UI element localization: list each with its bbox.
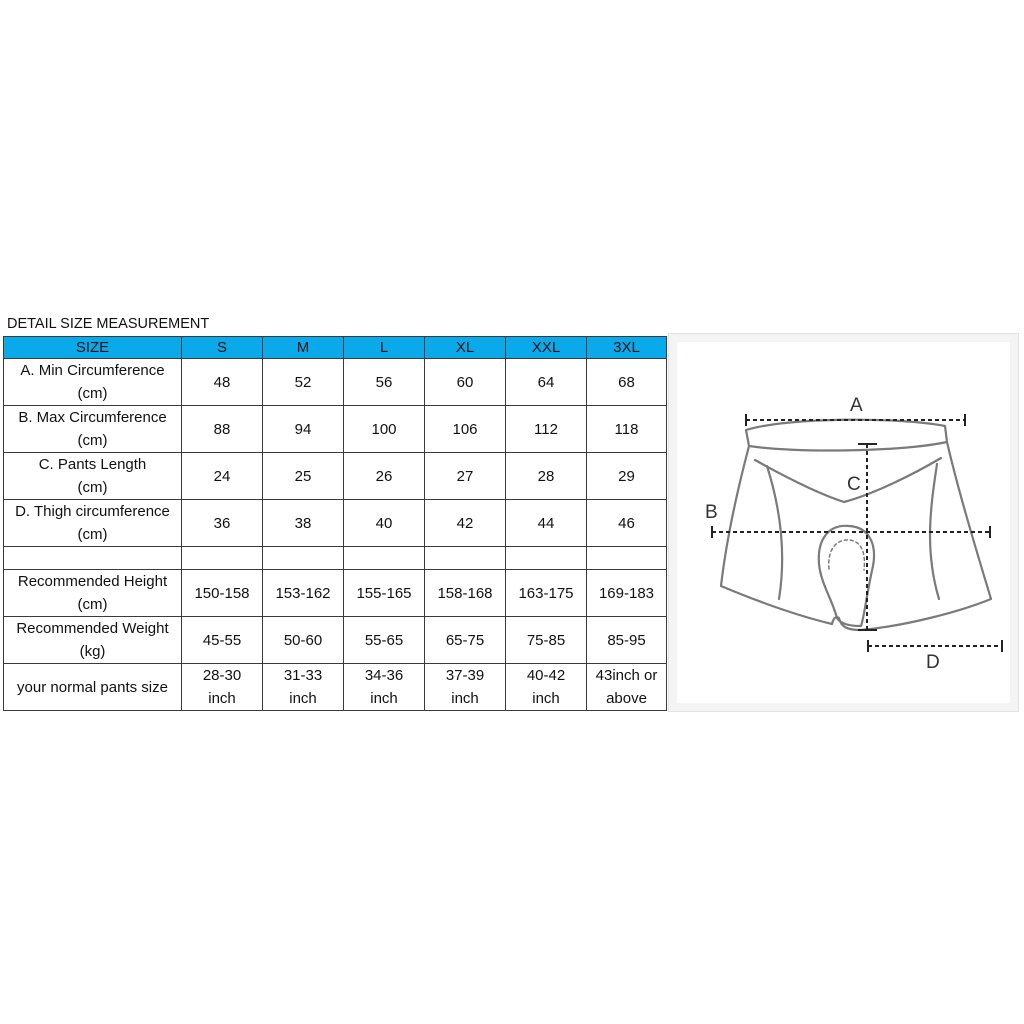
header-cell-xxl: XXL: [506, 337, 587, 359]
table-cell: 94: [263, 406, 344, 453]
table-cell: 42: [425, 500, 506, 547]
table-cell: [425, 664, 506, 711]
waistband: [746, 420, 947, 451]
table-cell: 44: [506, 500, 587, 547]
table-cell: [344, 664, 425, 711]
table-cell: [587, 664, 667, 711]
table-cell: 27: [425, 453, 506, 500]
row-label: [4, 570, 182, 617]
table-cell: 155-165: [344, 570, 425, 617]
table-cell: 29: [587, 453, 667, 500]
cell-line: 28-30: [202, 667, 242, 684]
row-label-unit: (cm): [77, 479, 108, 496]
table-cell: 158-168: [425, 570, 506, 617]
cell-line: inch: [451, 690, 479, 707]
table-cell: 163-175: [506, 570, 587, 617]
table-cell: 118: [587, 406, 667, 453]
table-header-row: [4, 337, 667, 359]
table-cell: 100: [344, 406, 425, 453]
table-row-max-circumference: [4, 406, 667, 453]
table-cell-empty: [263, 547, 344, 570]
row-label: [4, 406, 182, 453]
table-cell-empty: [506, 547, 587, 570]
row-label: [4, 359, 182, 406]
shorts-outline: [721, 420, 991, 630]
row-label-line: B. Max Circumference: [18, 409, 167, 426]
row-label-unit: (kg): [79, 643, 106, 660]
table-cell: 150-158: [182, 570, 263, 617]
table-cell: 40: [344, 500, 425, 547]
table-row-recommended-weight: [4, 617, 667, 664]
table-row-blank: [4, 547, 667, 570]
table-cell: 55-65: [344, 617, 425, 664]
table-row-recommended-height: [4, 570, 667, 617]
shorts-diagram: [668, 333, 1019, 712]
table-cell: [506, 664, 587, 711]
table-cell-empty: [182, 547, 263, 570]
label-a: A: [850, 395, 863, 416]
header-cell-3xl: 3XL: [587, 337, 667, 359]
row-label-line: your normal pants size: [17, 678, 168, 696]
table-row-pants-length: [4, 453, 667, 500]
table-cell: 36: [182, 500, 263, 547]
table-cell: 112: [506, 406, 587, 453]
table-row-pants-size: [4, 664, 667, 711]
table-cell: 56: [344, 359, 425, 406]
header-cell-size: SIZE: [4, 337, 182, 359]
label-b: B: [705, 502, 718, 523]
row-label-unit: (cm): [77, 385, 108, 402]
row-label-line: A. Min Circumference: [20, 362, 165, 379]
table-cell: 153-162: [263, 570, 344, 617]
table-cell: 25: [263, 453, 344, 500]
cell-line: 37-39: [445, 667, 485, 684]
table-cell-empty: [4, 547, 182, 570]
size-table: [3, 336, 667, 711]
row-label-line: D. Thigh circumference: [15, 503, 170, 520]
row-label-line: Recommended Height: [17, 573, 168, 590]
table-cell: 46: [587, 500, 667, 547]
cell-line: 40-42: [526, 667, 566, 684]
table-cell: 26: [344, 453, 425, 500]
header-cell-s: S: [182, 337, 263, 359]
table-cell: 24: [182, 453, 263, 500]
shorts-body: [721, 442, 991, 630]
header-cell-xl: XL: [425, 337, 506, 359]
row-label-unit: (cm): [77, 596, 108, 613]
table-cell: 75-85: [506, 617, 587, 664]
cell-line: inch: [532, 690, 560, 707]
table-cell: 38: [263, 500, 344, 547]
table-cell: 65-75: [425, 617, 506, 664]
row-label: [4, 453, 182, 500]
table-cell: 169-183: [587, 570, 667, 617]
row-label: [4, 664, 182, 711]
table-cell: 106: [425, 406, 506, 453]
table-cell: 45-55: [182, 617, 263, 664]
table-cell: 64: [506, 359, 587, 406]
cell-line: above: [606, 690, 647, 707]
table-cell: 48: [182, 359, 263, 406]
table-cell-empty: [344, 547, 425, 570]
table-cell: 28: [506, 453, 587, 500]
cell-line: 34-36: [364, 667, 404, 684]
page-title: DETAIL SIZE MEASUREMENT: [7, 316, 210, 332]
row-label: [4, 617, 182, 664]
cell-line: inch: [289, 690, 317, 707]
table-cell: 50-60: [263, 617, 344, 664]
table-row-min-circumference: [4, 359, 667, 406]
cell-line: 43inch or: [595, 667, 658, 684]
cell-line: inch: [208, 690, 236, 707]
table-cell: [182, 664, 263, 711]
chamois-pad: [819, 526, 874, 626]
label-c: C: [847, 474, 861, 495]
table-cell: 85-95: [587, 617, 667, 664]
cell-line: 31-33: [283, 667, 323, 684]
table-cell-empty: [425, 547, 506, 570]
table-cell-empty: [587, 547, 667, 570]
table-row-thigh-circumference: [4, 500, 667, 547]
header-cell-m: M: [263, 337, 344, 359]
table-cell: 68: [587, 359, 667, 406]
table-cell: [263, 664, 344, 711]
row-label-unit: (cm): [77, 432, 108, 449]
table-cell: 88: [182, 406, 263, 453]
table-cell: 52: [263, 359, 344, 406]
table-cell: 60: [425, 359, 506, 406]
cell-line: inch: [370, 690, 398, 707]
pad-stitching: [829, 540, 865, 570]
row-label-line: Recommended Weight: [16, 620, 169, 637]
header-cell-l: L: [344, 337, 425, 359]
label-d: D: [926, 652, 940, 673]
row-label: [4, 500, 182, 547]
shorts-illustration: [669, 334, 1018, 711]
row-label-unit: (cm): [77, 526, 108, 543]
row-label-line: C. Pants Length: [38, 456, 147, 473]
